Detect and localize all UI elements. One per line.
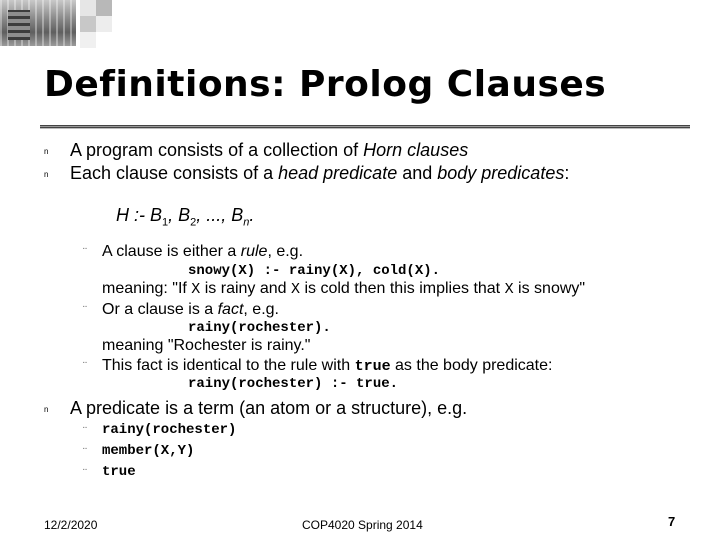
horn-clause-formula: H :- $B_1$, $B_2$, ..., $B_n$.: [116, 205, 255, 229]
accent-square: [96, 16, 112, 32]
title-rule: [40, 125, 690, 129]
sub-bullet-text: A clause is either a rule, e.g.: [102, 243, 304, 260]
bullet-icon: n: [44, 405, 49, 414]
slide-title: Definitions: Prolog Clauses: [44, 64, 607, 105]
accent-square: [80, 0, 96, 16]
meaning-text: meaning "Rochester is rainy.": [102, 337, 311, 354]
bullet-text: Each clause consists of a head predicate and body predicates:: [70, 163, 570, 183]
example-item: rainy(rochester): [102, 422, 237, 438]
sub-bullet-text: This fact is identical to the rule with true as the body predicate:: [102, 357, 553, 375]
sub-bullet-icon: ¨: [83, 466, 87, 480]
accent-square: [80, 32, 96, 48]
code-fact: rainy(rochester).: [188, 320, 331, 336]
sub-bullet-icon: ¨: [83, 359, 87, 373]
code-rule: snowy(X) :- rainy(X), cold(X).: [188, 263, 441, 279]
example-item: true: [102, 464, 136, 480]
code-true-rule: rainy(rochester) :- true.: [188, 376, 399, 392]
footer-date: 12/2/2020: [44, 518, 98, 532]
page-number: 7: [668, 514, 676, 529]
sub-bullet-icon: ¨: [83, 445, 87, 459]
example-item: member(X,Y): [102, 443, 195, 459]
footer-course: COP4020 Spring 2014: [302, 518, 423, 532]
accent-square: [80, 16, 96, 32]
sub-bullet-icon: ¨: [83, 303, 87, 317]
sub-bullet-icon: ¨: [83, 245, 87, 259]
bullet-text: A predicate is a term (an atom or a structure), e.g.: [70, 398, 468, 418]
header-photo: [0, 0, 76, 46]
bullet-icon: n: [44, 170, 49, 179]
sub-bullet-icon: ¨: [83, 424, 87, 438]
accent-square: [96, 0, 112, 16]
bullet-text: A program consists of a collection of Horn clauses: [70, 140, 469, 160]
bullet-icon: n: [44, 147, 49, 156]
meaning-text: meaning: "If X is rainy and X is cold then this implies that X is snowy": [102, 280, 586, 298]
sub-bullet-text: Or a clause is a fact, e.g.: [102, 301, 279, 318]
